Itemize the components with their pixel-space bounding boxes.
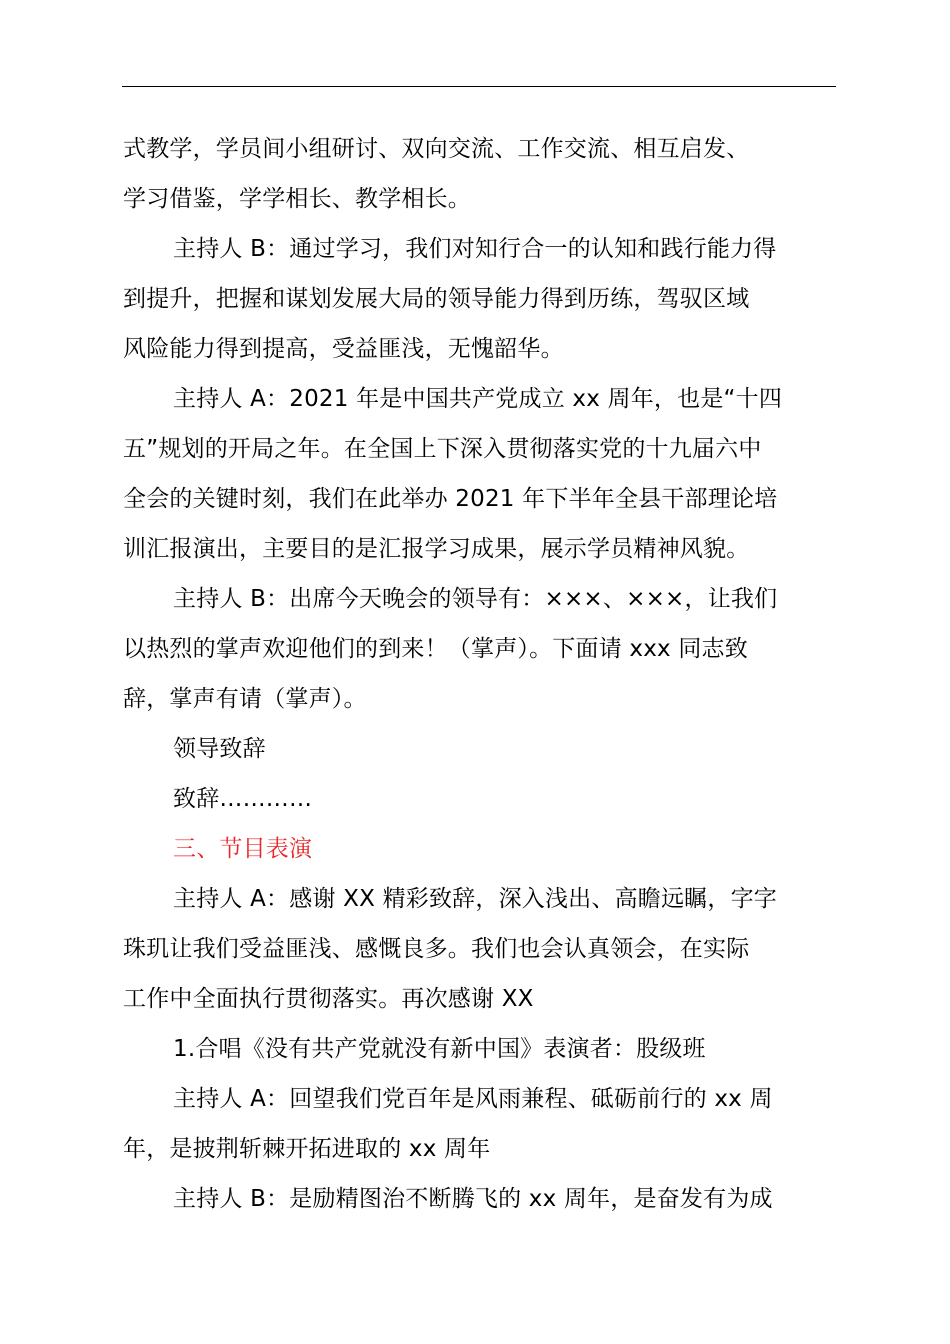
body-text	[123, 124, 839, 1224]
text-line: 辞，掌声有请（掌声）。	[123, 686, 367, 712]
text-line: 学习借鉴，学学相长、教学相长。	[123, 186, 471, 212]
text-line: 领导致辞	[173, 736, 266, 762]
text-line: 到提升，把握和谋划发展大局的领导能力得到历练，驾驭区域	[123, 286, 750, 312]
text-line: 工作中全面执行贯彻落实。再次感谢 XX	[123, 986, 534, 1012]
text-line: 全会的关键时刻，我们在此举办 2021 年下半年全县干部理论培	[123, 486, 778, 512]
text-line: 式教学，学员间小组研讨、双向交流、工作交流、相互启发、	[123, 136, 750, 162]
text-line: 五”规划的开局之年。在全国上下深入贯彻落实党的十九届六中	[123, 436, 762, 462]
text-line: 致辞…………	[173, 786, 313, 812]
text-line: 主持人 B：通过学习，我们对知行合一的认知和践行能力得	[173, 236, 777, 262]
text-line: 年，是披荆斩棘开拓进取的 xx 周年	[123, 1136, 491, 1162]
text-line: 珠玑让我们受益匪浅、感慨良多。我们也会认真领会，在实际	[123, 936, 750, 962]
text-line: 主持人 A：2021 年是中国共产党成立 xx 周年，也是“十四	[173, 386, 783, 412]
text-line: 主持人 B：是励精图治不断腾飞的 xx 周年，是奋发有为成	[173, 1186, 773, 1212]
text-line: 主持人 A：回望我们党百年是风雨兼程、砥砺前行的 xx 周	[173, 1086, 773, 1112]
text-line: 主持人 B：出席今天晚会的领导有：×××、×××，让我们	[173, 586, 778, 612]
text-line: 风险能力得到提高，受益匪浅，无愧韶华。	[123, 336, 564, 362]
header-rule	[122, 86, 836, 87]
text-line: 以热烈的掌声欢迎他们的到来！（掌声）。下面请 xxx 同志致	[123, 636, 748, 662]
program-item: 1.合唱《没有共产党就没有新中国》表演者：股级班	[173, 1036, 706, 1062]
text-line: 训汇报演出，主要目的是汇报学习成果，展示学员精神风貌。	[123, 536, 750, 562]
text-line: 主持人 A：感谢 XX 精彩致辞，深入浅出、高瞻远瞩，字字	[173, 886, 777, 912]
section-heading: 三、节目表演	[173, 836, 313, 862]
